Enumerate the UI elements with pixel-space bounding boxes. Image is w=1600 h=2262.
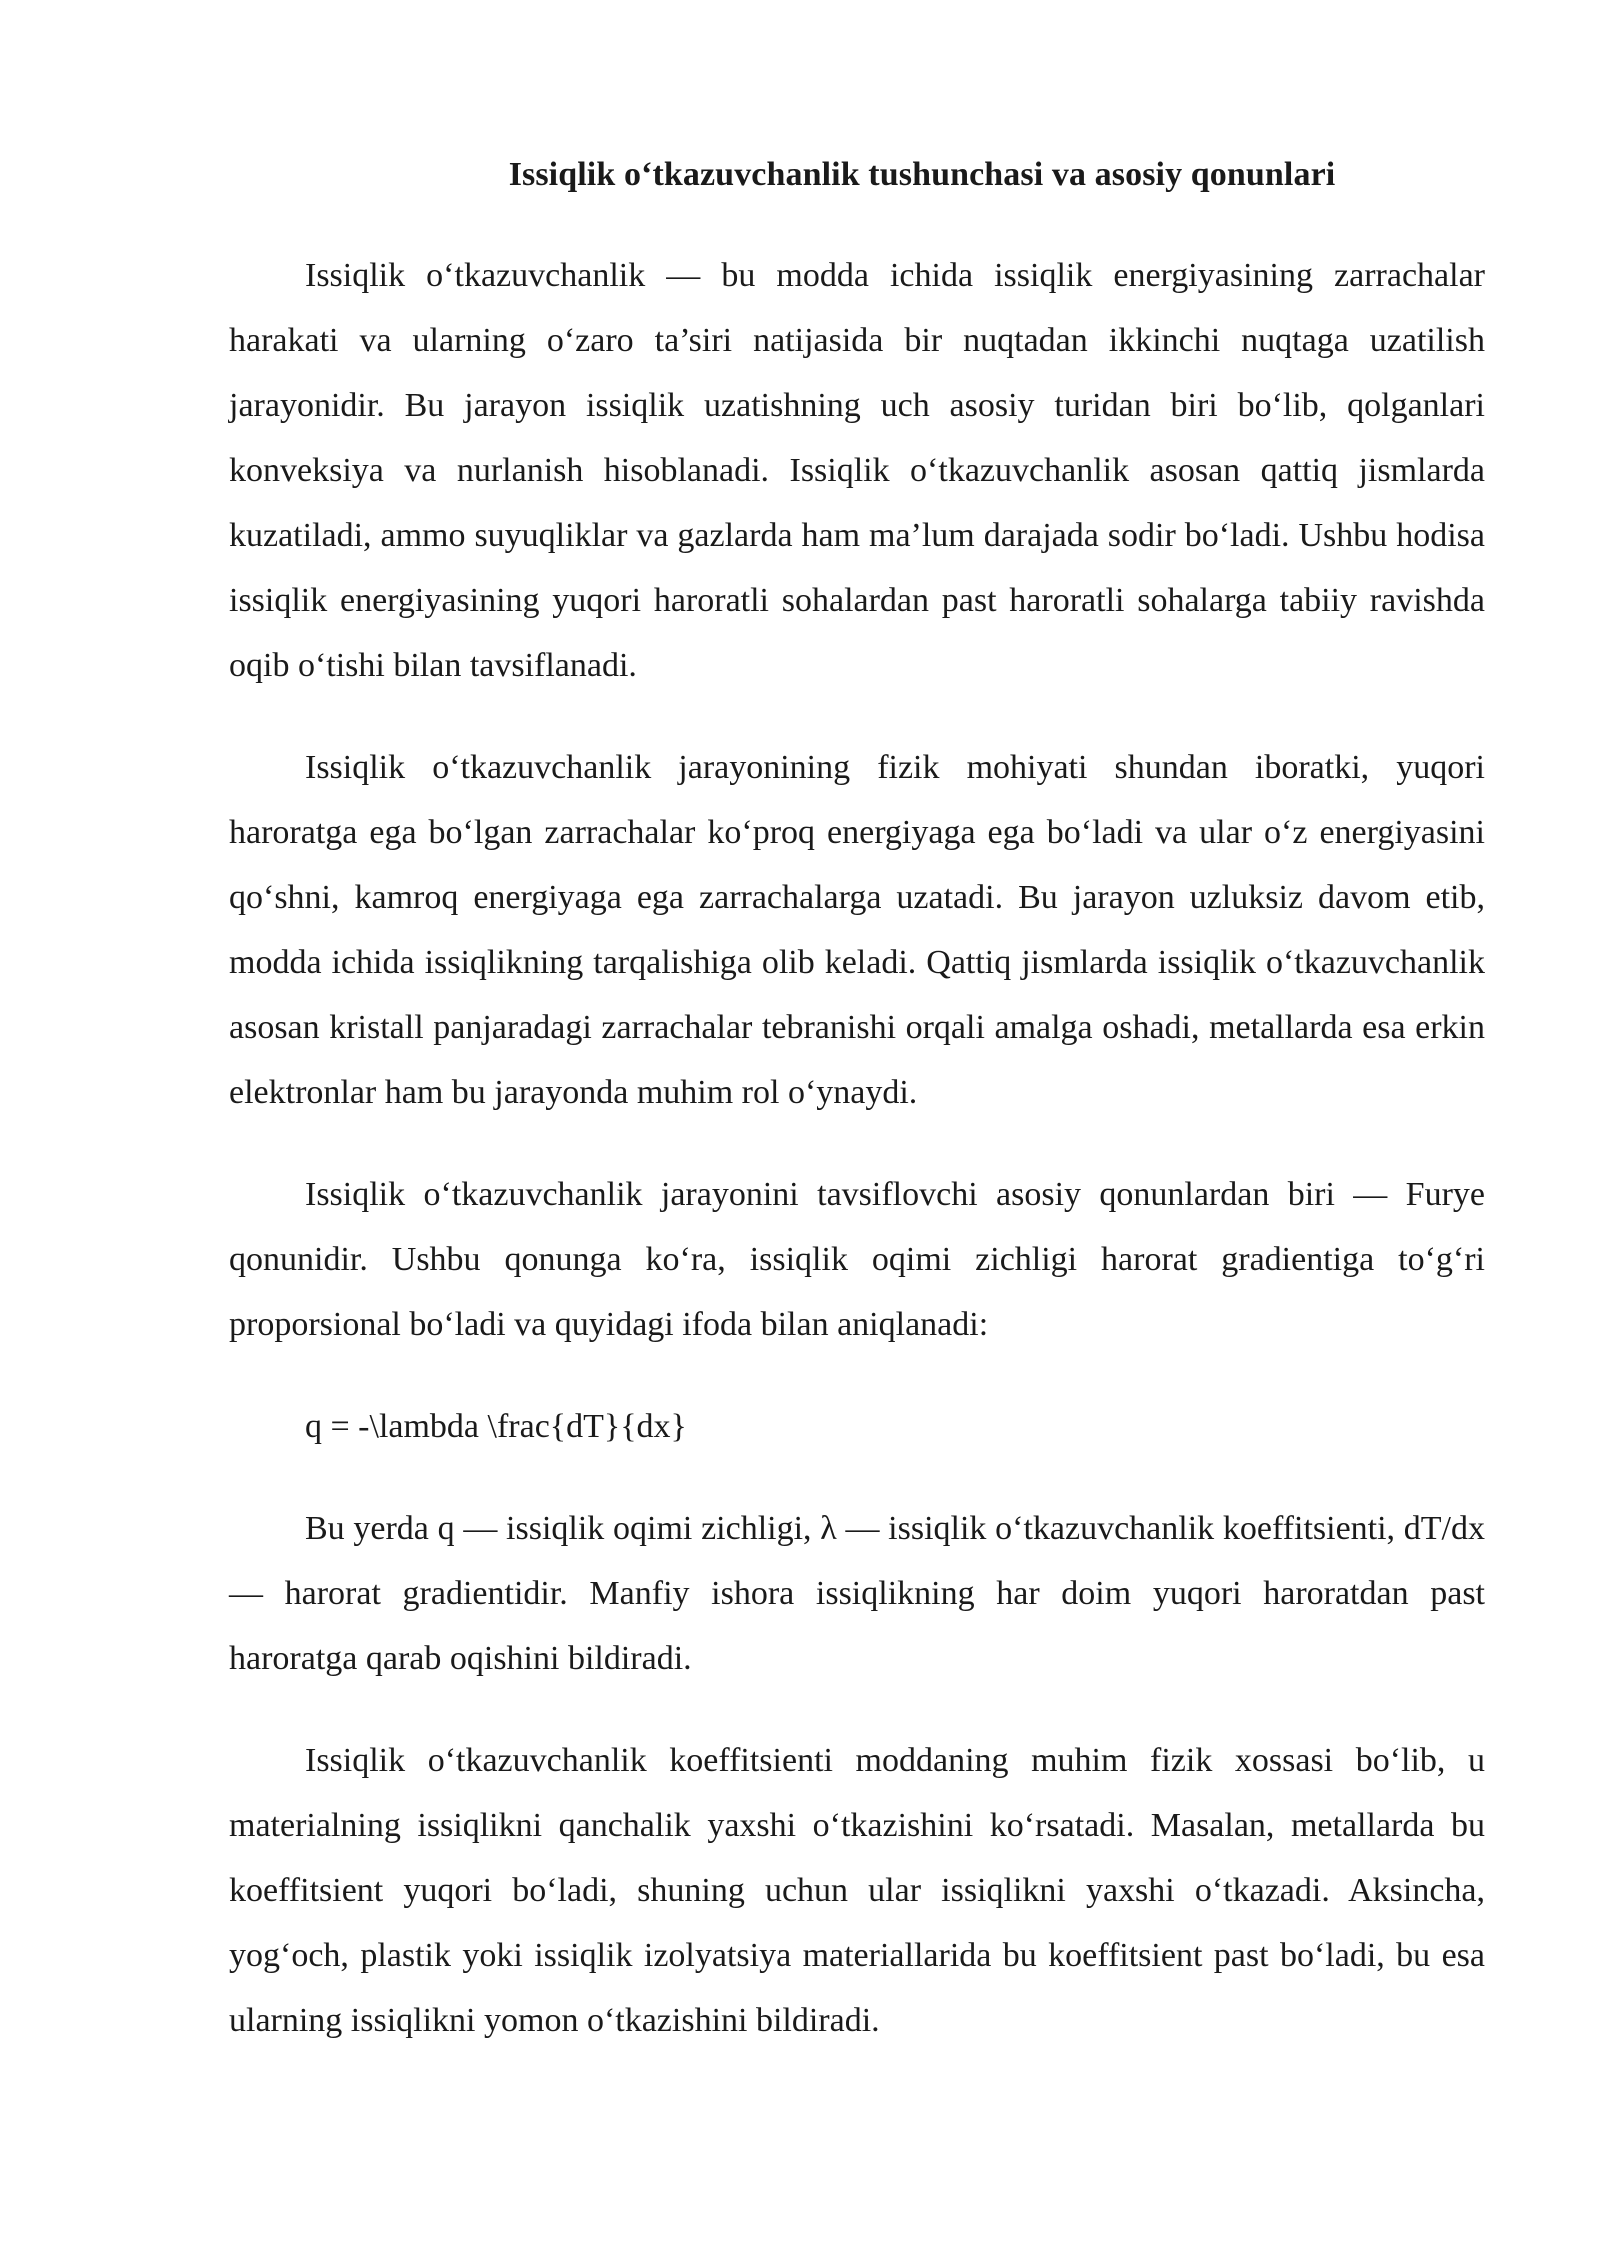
document-title: Issiqlik o‘tkazuvchanlik tushunchasi va asosiy qonunlari bbox=[508, 156, 1336, 193]
paragraph-conductivity-coefficient: Issiqlik o‘tkazuvchanlik koeffitsienti moddaning muhim fizik xossasi bo‘lib, u materialning issiqlikni qanchalik yaxshi o‘tkazishini ko‘rsatadi. Masalan, metallarda bu koeffitsient yuqori bo‘ladi, shuning uchun ular issiqlikni yaxshi o‘tkazadi. Aksincha, yog‘och, plastik yoki issiqlik izolyatsiya materiallarida bu koeffitsient past bo‘ladi, bu esa ularning issiqlikni yomon o‘tkazishini bildiradi. bbox=[229, 1742, 1485, 2039]
paragraph-formula-explanation: Bu yerda q — issiqlik oqimi zichligi, λ — issiqlik o‘tkazuvchanlik koeffitsienti, dT/dx — harorat gradientidir. Manfiy ishora issiqlikning har doim yuqori haroratdan past haroratga qarab oqishini bildiradi. bbox=[229, 1510, 1485, 1677]
paragraph-physical-essence: Issiqlik o‘tkazuvchanlik jarayonining fizik mohiyati shundan iboratki, yuqori haroratga ega bo‘lgan zarrachalar ko‘proq energiyaga ega bo‘ladi va ular o‘z energiyasini qo‘shni, kamroq energiyaga ega zarrachalarga uzatadi. Bu jarayon uzluksiz davom etib, modda ichida issiqlikning tarqalishiga olib keladi. Qattiq jismlarda issiqlik o‘tkazuvchanlik asosan kristall panjaradagi zarrachalar tebranishi orqali amalga oshadi, metallarda esa erkin elektronlar ham bu jarayonda muhim rol o‘ynaydi. bbox=[229, 749, 1485, 1111]
fourier-formula: q = -\lambda \frac{dT}{dx} bbox=[305, 1408, 687, 1445]
paragraph-definition: Issiqlik o‘tkazuvchanlik — bu modda ichida issiqlik energiyasining zarrachalar harakati va ularning o‘zaro ta’siri natijasida bir nuqtadan ikkinchi nuqtaga uzatilish jarayonidir. Bu jarayon issiqlik uzatishning uch asosiy turidan biri bo‘lib, qolganlari konveksiya va nurlanish hisoblanadi. Issiqlik o‘tkazuvchanlik asosan qattiq jismlarda kuzatiladi, ammo suyuqliklar va gazlarda ham ma’lum darajada sodir bo‘ladi. Ushbu hodisa issiqlik energiyasining yuqori haroratli sohalardan past haroratli sohalarga tabiiy ravishda oqib o‘tishi bilan tavsiflanadi. bbox=[229, 257, 1485, 684]
paragraph-fourier-law: Issiqlik o‘tkazuvchanlik jarayonini tavsiflovchi asosiy qonunlardan biri — Furye qonunidir. Ushbu qonunga ko‘ra, issiqlik oqimi zichligi harorat gradientiga to‘g‘ri proporsional bo‘ladi va quyidagi ifoda bilan aniqlanadi: bbox=[229, 1176, 1485, 1343]
document-body bbox=[229, 145, 1485, 2090]
